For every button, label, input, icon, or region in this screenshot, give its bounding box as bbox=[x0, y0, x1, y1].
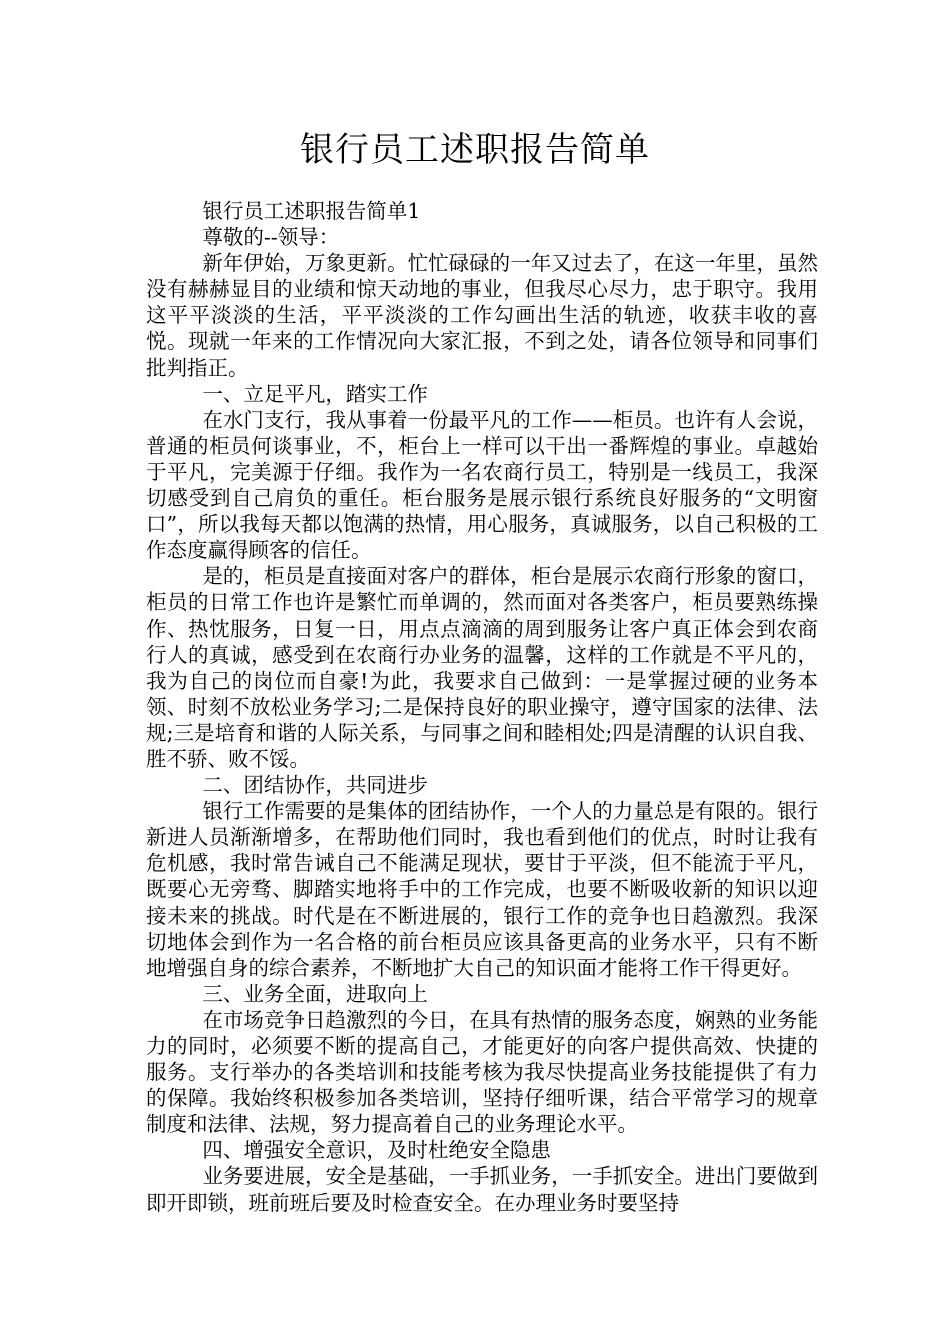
paragraph-intro: 新年伊始，万象更新。忙忙碌碌的一年又过去了，在这一年里，虽然没有赫赫显目的业绩和惊天动地的事业，但我尽心尽力，忠于职守。我用这平平淡淡的生活，平平淡淡的工作勾画出生活的轨迹，收获丰收的喜悦。现就一年来的工作情况向大家汇报，不到之处，请各位领导和同事们批判指正。 bbox=[146, 251, 818, 380]
paragraph-salutation: 尊敬的--领导： bbox=[202, 225, 340, 250]
section-heading-4: 四、增强安全意识，及时杜绝安全隐患 bbox=[202, 1138, 551, 1163]
paragraph-section-1a: 在水门支行，我从事着一份最平凡的工作——柜员。也许有人会说，普通的柜员何谈事业，不，柜台上一样可以干出一番辉煌的事业。卓越始于平凡，完美源于仔细。我作为一名农商行员工，特别是一线员工，我深切感受到自己肩负的重任。柜台服务是展示银行系统良好服务的“文明窗口”，所以我每天都以饱满的热情，用心服务，真诚服务，以自己积极的工作态度赢得顾客的信任。 bbox=[146, 407, 818, 563]
paragraph-subtitle: 银行员工述职报告简单1 bbox=[202, 199, 421, 223]
document-body bbox=[146, 198, 818, 1216]
paragraph-section-4: 业务要进展，安全是基础，一手抓业务，一手抓安全。进出门要做到即开即锁，班前班后要及时检查安全。在办理业务时要坚持 bbox=[146, 1164, 818, 1215]
document-title: 银行员工述职报告简单 bbox=[300, 130, 650, 170]
paragraph-section-2: 银行工作需要的是集体的团结协作，一个人的力量总是有限的。银行新进人员渐渐增多，在帮助他们同时，我也看到他们的优点，时时让我有危机感，我时常告诫自己不能满足现状，要甘于平淡，但不能流于平凡，既要心无旁骛、脚踏实地将手中的工作完成，也要不断吸收新的知识以迎接未来的挑战。时代是在不断进展的，银行工作的竞争也日趋激烈。我深切地体会到作为一名合格的前台柜员应该具备更高的业务水平，只有不断地增强自身的综合素养，不断地扩大自己的知识面才能将工作干得更好。 bbox=[146, 799, 818, 980]
section-heading-2: 二、团结协作，共同进步 bbox=[202, 773, 428, 798]
section-heading-1: 一、立足平凡，踏实工作 bbox=[202, 381, 428, 406]
paragraph-section-1b: 是的，柜员是直接面对客户的群体，柜台是展示农商行形象的窗口，柜员的日常工作也许是繁忙而单调的，然而面对各类客户，柜员要熟练操作、热忱服务，日复一日，用点点滴滴的周到服务让客户真正体会到农商行人的真诚，感受到在农商行办业务的温馨，这样的工作就是不平凡的，我为自己的岗位而自豪!为此，我要求自己做到：一是掌握过硬的业务本领、时刻不放松业务学习;二是保持良好的职业操守，遵守国家的法律、法规;三是培育和谐的人际关系，与同事之间和睦相处;四是清醒的认识自我、胜不骄、败不馁。 bbox=[146, 564, 818, 771]
paragraph-section-3: 在市场竞争日趋激烈的今日，在具有热情的服务态度，娴熟的业务能力的同时，必须要不断的提高自己，才能更好的向客户提供高效、快捷的服务。支行举办的各类培训和技能考核为我尽快提高业务技能提供了有力的保障。我始终积极参加各类培训，坚持仔细听课，结合平常学习的规章制度和法律、法规，努力提高着自己的业务理论水平。 bbox=[146, 1007, 818, 1137]
section-heading-3: 三、业务全面，进取向上 bbox=[202, 981, 428, 1006]
